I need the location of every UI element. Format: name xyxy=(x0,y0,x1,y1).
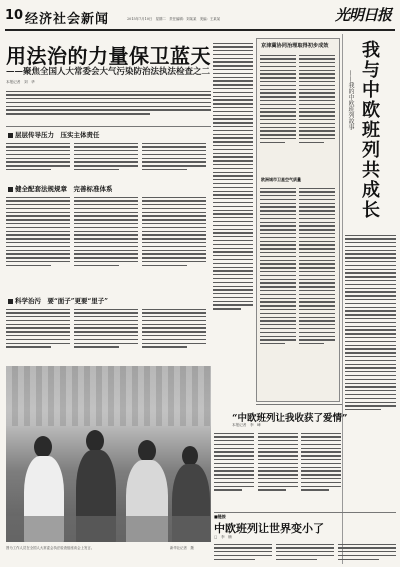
text-column xyxy=(213,40,253,360)
text-column xyxy=(214,541,272,563)
lead-headline: 用法治的力量保卫蓝天 xyxy=(6,44,211,68)
photo-caption: 图为工作人员在全国人大常委会执法检查组座谈会上发言。 xyxy=(6,546,95,550)
text-column xyxy=(214,430,254,510)
article2-title: “中欧班列让我收获了爱情” xyxy=(232,413,348,424)
text-column xyxy=(74,306,138,362)
sidebar-subheading: 欧洲城市卫星空气质量 xyxy=(261,177,301,182)
text-column xyxy=(258,430,298,510)
text-column xyxy=(6,306,70,362)
sidebar-box xyxy=(256,38,340,402)
lead-intro xyxy=(6,88,211,122)
text-column xyxy=(6,140,70,178)
article2-byline: 本报记者 李 峰 xyxy=(232,423,261,427)
subsection-heading: 健全配套法规规章 完善标准体系 xyxy=(8,184,113,193)
text-column xyxy=(142,306,206,362)
text-column xyxy=(6,194,70,290)
page-number: 10 xyxy=(5,8,24,23)
column-subtitle: ——我的中欧班列故事 xyxy=(347,70,354,130)
photo-credit: 新华社记者 摄 xyxy=(170,546,194,550)
text-column xyxy=(345,232,396,462)
lead-byline: 本报记者 刘 华 xyxy=(6,80,35,84)
text-column xyxy=(338,541,396,563)
text-column xyxy=(276,541,334,563)
article3-title: 中欧班列让世界变小了 xyxy=(214,522,324,535)
text-column xyxy=(301,430,341,510)
text-column xyxy=(142,140,206,178)
masthead xyxy=(5,4,395,30)
lead-subhead: ——聚焦全国人大常委会大气污染防治法执法检查之二 xyxy=(6,67,211,77)
subsection-heading: 层层传导压力 压实主体责任 xyxy=(8,130,100,139)
subsection-heading: 科学治污 要“面子”更要“里子” xyxy=(8,296,108,305)
news-photo xyxy=(6,366,211,542)
article3-byline: □ 李 楠 xyxy=(214,535,232,539)
newspaper-logo: 光明日报 xyxy=(335,6,392,24)
text-column xyxy=(260,185,296,395)
column-title: 我与中欧班列共成长 xyxy=(359,40,380,220)
article3-label: ■链接 xyxy=(214,514,226,519)
text-column xyxy=(299,52,335,172)
sidebar-title: 京津冀协同治理取得初步成效 xyxy=(261,43,329,49)
text-column xyxy=(260,52,296,172)
text-column xyxy=(74,140,138,178)
text-column xyxy=(74,194,138,290)
text-column xyxy=(142,194,206,290)
section-title: 经济社会新闻 xyxy=(25,12,110,27)
text-column xyxy=(299,185,335,395)
date-line: 2015年7月10日 星期二 责任编辑：刘某某 美编：王某某 xyxy=(127,17,221,21)
